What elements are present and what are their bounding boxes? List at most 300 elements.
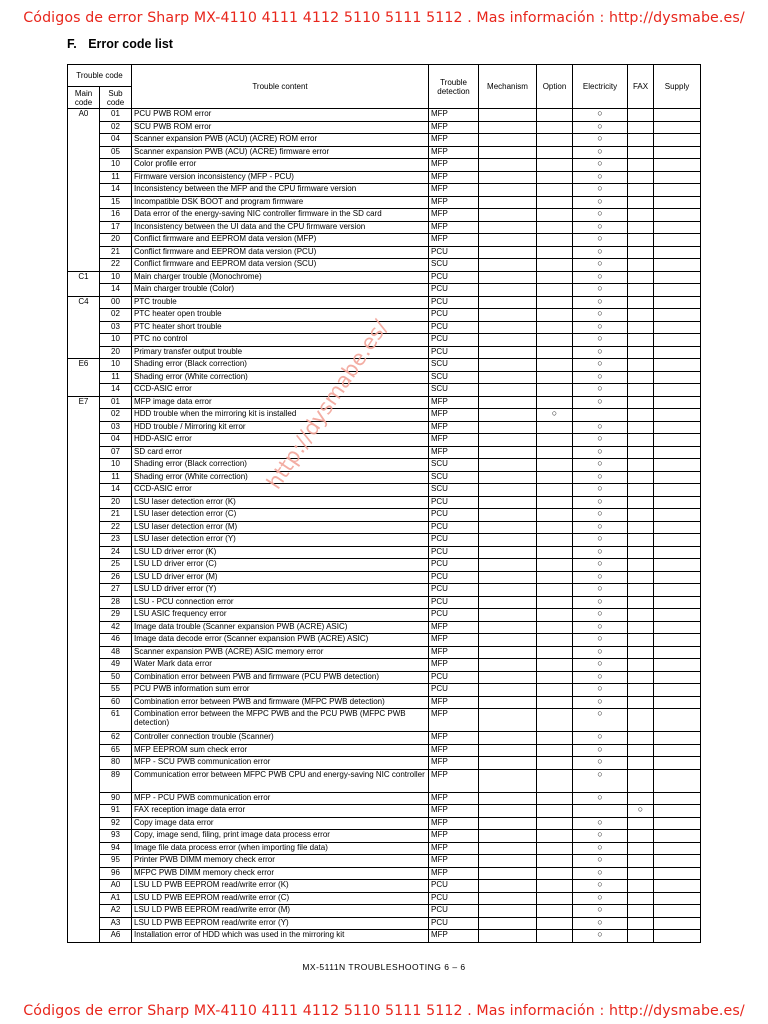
trouble-content-cell: HDD trouble / Mirroring kit error: [132, 421, 429, 434]
trouble-detection-cell: PCU: [429, 246, 479, 259]
main-code-cell: [68, 880, 100, 893]
table-row: [68, 271, 701, 284]
sub-code-cell: 95: [100, 855, 132, 868]
sub-code-cell: 02: [100, 409, 132, 422]
circle-mark-icon: ○: [597, 433, 603, 443]
table-row: [68, 434, 701, 447]
sub-code-cell: A2: [100, 905, 132, 918]
main-code-cell: [68, 246, 100, 259]
table-row: [68, 646, 701, 659]
trouble-detection-cell: MFP: [429, 134, 479, 147]
fax-mark-cell: [628, 296, 654, 309]
supply-mark-cell: [654, 830, 701, 843]
main-code-cell: [68, 146, 100, 159]
sub-code-cell: 20: [100, 234, 132, 247]
circle-mark-icon: ○: [597, 421, 603, 431]
fax-mark-cell: [628, 696, 654, 709]
table-row: [68, 671, 701, 684]
fax-mark-cell: [628, 421, 654, 434]
trouble-detection-cell: PCU: [429, 309, 479, 322]
main-code-cell: [68, 709, 100, 732]
table-row: [68, 559, 701, 572]
table-row: [68, 905, 701, 918]
mechanism-mark-cell: [479, 696, 537, 709]
circle-mark-icon: ○: [597, 496, 603, 506]
circle-mark-icon: ○: [597, 296, 603, 306]
trouble-content-cell: HDD-ASIC error: [132, 434, 429, 447]
electricity-mark-cell: [573, 732, 628, 745]
sub-code-cell: 01: [100, 396, 132, 409]
electricity-mark-cell: [573, 234, 628, 247]
circle-mark-icon: ○: [597, 596, 603, 606]
circle-mark-icon: ○: [597, 769, 603, 779]
supply-mark-cell: [654, 596, 701, 609]
supply-mark-cell: [654, 769, 701, 792]
option-mark-cell: [537, 559, 573, 572]
fax-mark-cell: [628, 732, 654, 745]
trouble-content-cell: Data error of the energy-saving NIC controller firmware in the SD card: [132, 209, 429, 222]
mechanism-mark-cell: [479, 421, 537, 434]
trouble-detection-cell: MFP: [429, 867, 479, 880]
trouble-detection-cell: PCU: [429, 296, 479, 309]
header-sub-code: Sub code: [100, 87, 132, 109]
sub-code-cell: A1: [100, 892, 132, 905]
sub-code-cell: 62: [100, 732, 132, 745]
electricity-mark-cell: [573, 792, 628, 805]
supply-mark-cell: [654, 584, 701, 597]
header-mechanism: Mechanism: [479, 65, 537, 109]
option-mark-cell: [537, 384, 573, 397]
page-footer: MX-5111N TROUBLESHOOTING 6 – 6: [302, 962, 466, 972]
option-mark-cell: [537, 709, 573, 732]
main-code-cell: [68, 434, 100, 447]
supply-mark-cell: [654, 159, 701, 172]
mechanism-mark-cell: [479, 571, 537, 584]
main-code-cell: [68, 769, 100, 792]
option-mark-cell: [537, 546, 573, 559]
supply-mark-cell: [654, 917, 701, 930]
trouble-detection-cell: MFP: [429, 396, 479, 409]
mechanism-mark-cell: [479, 671, 537, 684]
table-row: [68, 709, 701, 732]
table-row: [68, 484, 701, 497]
circle-mark-icon: ○: [597, 917, 603, 927]
supply-mark-cell: [654, 171, 701, 184]
sub-code-cell: A0: [100, 880, 132, 893]
fax-mark-cell: [628, 534, 654, 547]
option-mark-cell: [537, 571, 573, 584]
sub-code-cell: 61: [100, 709, 132, 732]
circle-mark-icon: ○: [597, 196, 603, 206]
trouble-detection-cell: MFP: [429, 159, 479, 172]
top-banner[interactable]: Códigos de error Sharp MX-4110 4111 4112 5110 5111 5112 . Mas información : http://dysmabe.es/: [23, 10, 745, 26]
trouble-content-cell: Incompatible DSK BOOT and program firmware: [132, 196, 429, 209]
trouble-content-cell: Inconsistency between the UI data and the CPU firmware version: [132, 221, 429, 234]
table-row: [68, 830, 701, 843]
supply-mark-cell: [654, 744, 701, 757]
sub-code-cell: 11: [100, 471, 132, 484]
option-mark-cell: [537, 521, 573, 534]
sub-code-cell: 10: [100, 334, 132, 347]
electricity-mark-cell: [573, 309, 628, 322]
trouble-detection-cell: PCU: [429, 346, 479, 359]
table-row: [68, 209, 701, 222]
electricity-mark-cell: [573, 930, 628, 943]
circle-mark-icon: ○: [597, 508, 603, 518]
main-code-cell: C4: [68, 296, 100, 309]
table-row: [68, 446, 701, 459]
table-row: [68, 246, 701, 259]
header-electricity: Electricity: [573, 65, 628, 109]
trouble-content-cell: Combination error between PWB and firmware (MFPC PWB detection): [132, 696, 429, 709]
header-option: Option: [537, 65, 573, 109]
mechanism-mark-cell: [479, 134, 537, 147]
trouble-detection-cell: SCU: [429, 471, 479, 484]
fax-mark-cell: [628, 134, 654, 147]
circle-mark-icon: ○: [597, 371, 603, 381]
table-body: [68, 109, 701, 943]
mechanism-mark-cell: [479, 459, 537, 472]
trouble-detection-cell: MFP: [429, 171, 479, 184]
main-code-cell: [68, 830, 100, 843]
electricity-mark-cell: [573, 184, 628, 197]
option-mark-cell: [537, 584, 573, 597]
electricity-mark-cell: [573, 496, 628, 509]
trouble-content-cell: Copy image data error: [132, 817, 429, 830]
main-code-cell: [68, 346, 100, 359]
main-code-cell: [68, 371, 100, 384]
fax-mark-cell: [628, 146, 654, 159]
fax-mark-cell: [628, 930, 654, 943]
trouble-content-cell: Main charger trouble (Color): [132, 284, 429, 297]
trouble-content-cell: Combination error between PWB and firmware (PCU PWB detection): [132, 671, 429, 684]
trouble-content-cell: PTC heater open trouble: [132, 309, 429, 322]
electricity-mark-cell: [573, 159, 628, 172]
sub-code-cell: 49: [100, 659, 132, 672]
option-mark-cell: [537, 421, 573, 434]
fax-mark-cell: [628, 805, 654, 818]
trouble-detection-cell: MFP: [429, 757, 479, 770]
trouble-detection-cell: SCU: [429, 371, 479, 384]
fax-mark-cell: [628, 684, 654, 697]
main-code-cell: E7: [68, 396, 100, 409]
mechanism-mark-cell: [479, 621, 537, 634]
trouble-content-cell: LSU LD driver error (M): [132, 571, 429, 584]
electricity-mark-cell: [573, 534, 628, 547]
watermark-text: http://dysmabe.es/: [262, 315, 393, 494]
fax-mark-cell: [628, 446, 654, 459]
main-code-cell: [68, 917, 100, 930]
main-code-cell: [68, 446, 100, 459]
trouble-detection-cell: PCU: [429, 584, 479, 597]
supply-mark-cell: [654, 867, 701, 880]
supply-mark-cell: [654, 709, 701, 732]
electricity-mark-cell: [573, 817, 628, 830]
electricity-mark-cell: [573, 334, 628, 347]
mechanism-mark-cell: [479, 917, 537, 930]
circle-mark-icon: ○: [597, 258, 603, 268]
option-mark-cell: [537, 221, 573, 234]
option-mark-cell: [537, 496, 573, 509]
mechanism-mark-cell: [479, 709, 537, 732]
option-mark-cell: [537, 409, 573, 422]
mechanism-mark-cell: [479, 855, 537, 868]
table-row: [68, 805, 701, 818]
main-code-cell: [68, 334, 100, 347]
supply-mark-cell: [654, 842, 701, 855]
trouble-content-cell: LSU LD driver error (C): [132, 559, 429, 572]
mechanism-mark-cell: [479, 867, 537, 880]
fax-mark-cell: [628, 709, 654, 732]
fax-mark-cell: [628, 496, 654, 509]
sub-code-cell: 20: [100, 346, 132, 359]
trouble-detection-cell: PCU: [429, 684, 479, 697]
trouble-detection-cell: MFP: [429, 930, 479, 943]
fax-mark-cell: [628, 744, 654, 757]
electricity-mark-cell: [573, 805, 628, 818]
option-mark-cell: [537, 905, 573, 918]
fax-mark-cell: [628, 459, 654, 472]
electricity-mark-cell: [573, 446, 628, 459]
table-row: [68, 284, 701, 297]
fax-mark-cell: [628, 571, 654, 584]
fax-mark-cell: [628, 621, 654, 634]
circle-mark-icon: ○: [597, 708, 603, 718]
trouble-detection-cell: MFP: [429, 659, 479, 672]
electricity-mark-cell: [573, 917, 628, 930]
supply-mark-cell: [654, 930, 701, 943]
sub-code-cell: 17: [100, 221, 132, 234]
electricity-mark-cell: [573, 321, 628, 334]
electricity-mark-cell: [573, 830, 628, 843]
trouble-content-cell: PCU PWB ROM error: [132, 109, 429, 122]
table-row: [68, 584, 701, 597]
main-code-cell: [68, 905, 100, 918]
sub-code-cell: 94: [100, 842, 132, 855]
fax-mark-cell: [628, 434, 654, 447]
trouble-detection-cell: MFP: [429, 817, 479, 830]
circle-mark-icon: ○: [597, 233, 603, 243]
supply-mark-cell: [654, 559, 701, 572]
supply-mark-cell: [654, 146, 701, 159]
mechanism-mark-cell: [479, 534, 537, 547]
main-code-cell: [68, 659, 100, 672]
mechanism-mark-cell: [479, 159, 537, 172]
option-mark-cell: [537, 805, 573, 818]
table-row: [68, 842, 701, 855]
trouble-content-cell: Firmware version inconsistency (MFP - PCU): [132, 171, 429, 184]
main-code-cell: [68, 930, 100, 943]
sub-code-cell: A6: [100, 930, 132, 943]
option-mark-cell: [537, 271, 573, 284]
mechanism-mark-cell: [479, 146, 537, 159]
table-row: [68, 384, 701, 397]
trouble-content-cell: FAX reception image data error: [132, 805, 429, 818]
table-row: [68, 855, 701, 868]
trouble-content-cell: Conflict firmware and EEPROM data version (SCU): [132, 259, 429, 272]
trouble-detection-cell: MFP: [429, 732, 479, 745]
trouble-detection-cell: SCU: [429, 484, 479, 497]
circle-mark-icon: ○: [597, 158, 603, 168]
table-row: [68, 321, 701, 334]
mechanism-mark-cell: [479, 321, 537, 334]
mechanism-mark-cell: [479, 732, 537, 745]
circle-mark-icon: ○: [597, 521, 603, 531]
table-row: [68, 684, 701, 697]
table-row: [68, 334, 701, 347]
fax-mark-cell: [628, 159, 654, 172]
electricity-mark-cell: [573, 696, 628, 709]
sub-code-cell: 21: [100, 509, 132, 522]
table-row: [68, 471, 701, 484]
trouble-content-cell: Scanner expansion PWB (ACRE) ASIC memory error: [132, 646, 429, 659]
trouble-detection-cell: MFP: [429, 184, 479, 197]
table-row: [68, 509, 701, 522]
bottom-banner[interactable]: Códigos de error Sharp MX-4110 4111 4112 5110 5111 5112 . Mas información : http://dysmabe.es/: [23, 1003, 745, 1019]
table-row: [68, 930, 701, 943]
circle-mark-icon: ○: [597, 756, 603, 766]
fax-mark-cell: [628, 196, 654, 209]
sub-code-cell: 01: [100, 109, 132, 122]
option-mark-cell: [537, 659, 573, 672]
main-code-cell: [68, 621, 100, 634]
supply-mark-cell: [654, 409, 701, 422]
electricity-mark-cell: [573, 596, 628, 609]
circle-mark-icon: ○: [597, 744, 603, 754]
main-code-cell: [68, 696, 100, 709]
sub-code-cell: 91: [100, 805, 132, 818]
supply-mark-cell: [654, 321, 701, 334]
sub-code-cell: 27: [100, 584, 132, 597]
main-code-cell: [68, 459, 100, 472]
main-code-cell: [68, 534, 100, 547]
fax-mark-cell: [628, 346, 654, 359]
sub-code-cell: 10: [100, 271, 132, 284]
option-mark-cell: [537, 246, 573, 259]
supply-mark-cell: [654, 421, 701, 434]
option-mark-cell: [537, 744, 573, 757]
fax-mark-cell: [628, 842, 654, 855]
trouble-content-cell: Shading error (White correction): [132, 371, 429, 384]
trouble-content-cell: LSU - PCU connection error: [132, 596, 429, 609]
supply-mark-cell: [654, 546, 701, 559]
electricity-mark-cell: [573, 359, 628, 372]
table-row: [68, 757, 701, 770]
main-code-cell: [68, 259, 100, 272]
fax-mark-cell: [628, 792, 654, 805]
mechanism-mark-cell: [479, 446, 537, 459]
main-code-cell: [68, 584, 100, 597]
trouble-detection-cell: PCU: [429, 917, 479, 930]
supply-mark-cell: [654, 296, 701, 309]
mechanism-mark-cell: [479, 221, 537, 234]
trouble-content-cell: Conflict firmware and EEPROM data version (PCU): [132, 246, 429, 259]
trouble-detection-cell: MFP: [429, 146, 479, 159]
mechanism-mark-cell: [479, 246, 537, 259]
table-row: [68, 596, 701, 609]
electricity-mark-cell: [573, 634, 628, 647]
sub-code-cell: 10: [100, 459, 132, 472]
trouble-content-cell: Image data trouble (Scanner expansion PWB (ACRE) ASIC): [132, 621, 429, 634]
trouble-detection-cell: MFP: [429, 446, 479, 459]
table-row: [68, 917, 701, 930]
circle-mark-icon: ○: [597, 731, 603, 741]
mechanism-mark-cell: [479, 559, 537, 572]
circle-mark-icon: ○: [597, 221, 603, 231]
fax-mark-cell: [628, 371, 654, 384]
main-code-cell: [68, 221, 100, 234]
sub-code-cell: 93: [100, 830, 132, 843]
supply-mark-cell: [654, 396, 701, 409]
circle-mark-icon: ○: [597, 146, 603, 156]
circle-mark-icon: ○: [597, 879, 603, 889]
fax-mark-cell: [628, 646, 654, 659]
main-code-cell: [68, 559, 100, 572]
electricity-mark-cell: [573, 296, 628, 309]
mechanism-mark-cell: [479, 509, 537, 522]
supply-mark-cell: [654, 346, 701, 359]
trouble-detection-cell: PCU: [429, 546, 479, 559]
trouble-content-cell: Shading error (Black correction): [132, 459, 429, 472]
trouble-content-cell: Communication error between MFPC PWB CPU and energy-saving NIC controller: [132, 769, 429, 792]
electricity-mark-cell: [573, 221, 628, 234]
main-code-cell: [68, 792, 100, 805]
supply-mark-cell: [654, 684, 701, 697]
electricity-mark-cell: [573, 196, 628, 209]
circle-mark-icon: ○: [597, 346, 603, 356]
trouble-detection-cell: PCU: [429, 334, 479, 347]
circle-mark-icon: ○: [597, 383, 603, 393]
sub-code-cell: 20: [100, 496, 132, 509]
circle-mark-icon: ○: [597, 271, 603, 281]
table-row: [68, 146, 701, 159]
circle-mark-icon: ○: [597, 546, 603, 556]
electricity-mark-cell: [573, 842, 628, 855]
electricity-mark-cell: [573, 346, 628, 359]
supply-mark-cell: [654, 880, 701, 893]
sub-code-cell: 14: [100, 184, 132, 197]
mechanism-mark-cell: [479, 659, 537, 672]
circle-mark-icon: ○: [597, 471, 603, 481]
sub-code-cell: 25: [100, 559, 132, 572]
electricity-mark-cell: [573, 421, 628, 434]
mechanism-mark-cell: [479, 930, 537, 943]
option-mark-cell: [537, 159, 573, 172]
sub-code-cell: 28: [100, 596, 132, 609]
fax-mark-cell: [628, 917, 654, 930]
mechanism-mark-cell: [479, 646, 537, 659]
table-row: [68, 134, 701, 147]
electricity-mark-cell: [573, 892, 628, 905]
mechanism-mark-cell: [479, 196, 537, 209]
table-row: [68, 732, 701, 745]
main-code-cell: [68, 757, 100, 770]
trouble-detection-cell: PCU: [429, 284, 479, 297]
supply-mark-cell: [654, 805, 701, 818]
fax-mark-cell: [628, 817, 654, 830]
option-mark-cell: [537, 855, 573, 868]
mechanism-mark-cell: [479, 271, 537, 284]
supply-mark-cell: [654, 521, 701, 534]
trouble-detection-cell: MFP: [429, 196, 479, 209]
circle-mark-icon: ○: [597, 929, 603, 939]
electricity-mark-cell: [573, 246, 628, 259]
sub-code-cell: 16: [100, 209, 132, 222]
electricity-mark-cell: [573, 905, 628, 918]
table-row: [68, 696, 701, 709]
option-mark-cell: [537, 209, 573, 222]
circle-mark-icon: ○: [597, 321, 603, 331]
